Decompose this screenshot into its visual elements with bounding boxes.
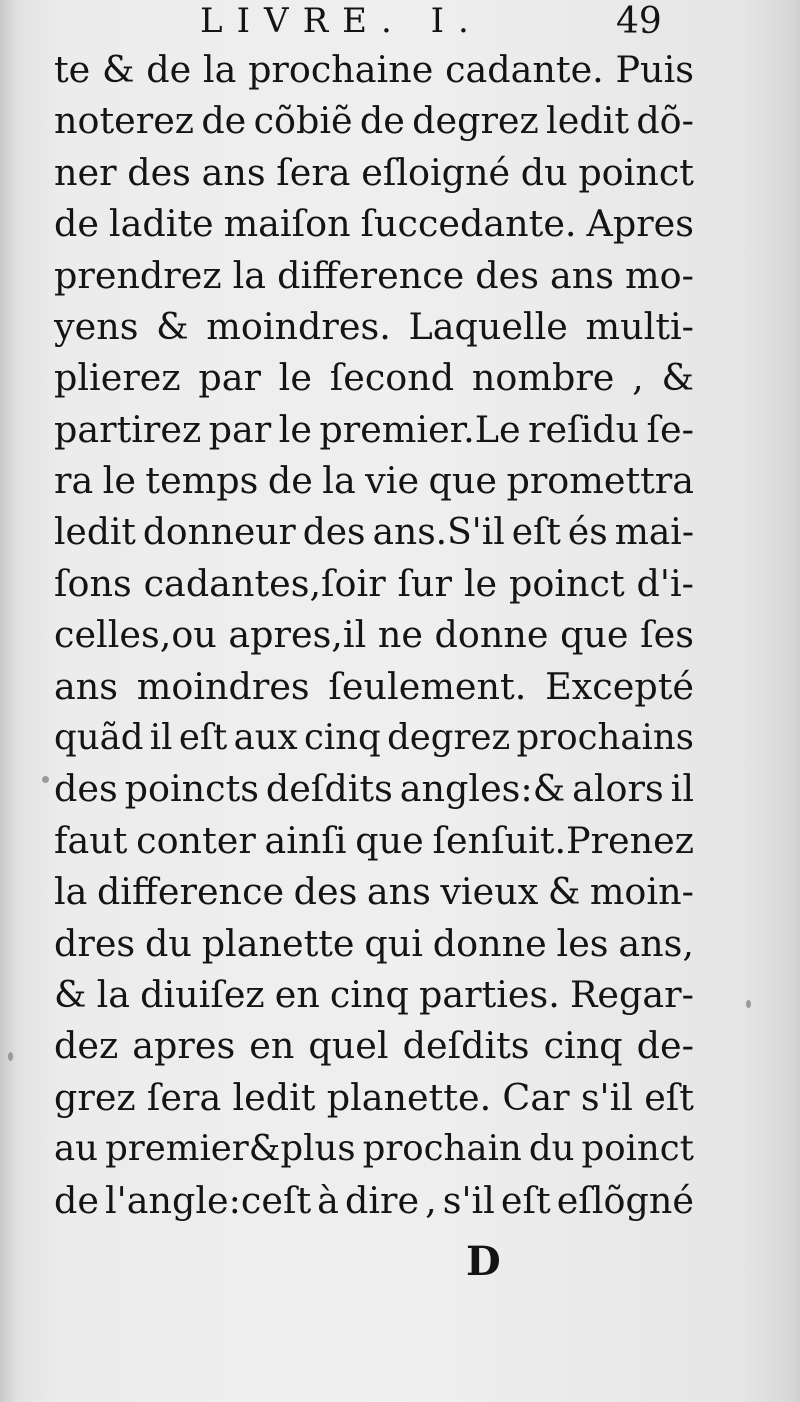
text-word: Regar- [569, 973, 694, 1017]
text-line [54, 661, 694, 712]
text-word: conter [136, 818, 256, 862]
text-word: maiſon [223, 202, 351, 246]
text-word: la [322, 459, 356, 503]
text-word: multi- [585, 304, 694, 348]
text-word: planette [201, 921, 355, 965]
text-word: ſons [54, 561, 132, 605]
text-word: ſeulement. [328, 664, 527, 708]
text-word: en [249, 1024, 295, 1068]
text-word: mai- [614, 511, 694, 553]
text-word: ra [54, 459, 94, 503]
text-word: la [54, 870, 88, 914]
text-word: moindres. [206, 304, 391, 348]
text-word: d'i- [636, 561, 694, 605]
text-word: il [149, 717, 173, 759]
text-word: de [359, 99, 405, 143]
text-word: angles:& [399, 767, 566, 811]
text-line [54, 815, 694, 866]
text-word: de [54, 1178, 99, 1222]
text-word: ledit [232, 1075, 316, 1119]
text-word: ledit [546, 99, 630, 143]
text-word: s'il [442, 1178, 495, 1222]
text-word: prochain [362, 1128, 522, 1170]
text-word: cinq [543, 1024, 623, 1068]
text-line [54, 866, 694, 917]
text-word: des [54, 767, 118, 811]
text-word: ſecond [329, 356, 455, 400]
text-word: plierez [54, 356, 181, 400]
text-word: eſt [178, 717, 228, 759]
text-word: ans.S'il [372, 511, 505, 553]
text-word: eſloigné [361, 150, 511, 194]
text-word: ans, [618, 921, 694, 965]
text-word: ſera [146, 1075, 222, 1119]
body-text [54, 44, 694, 1226]
ink-speck [8, 1052, 13, 1061]
text-line [54, 609, 694, 660]
text-word: donne [434, 613, 549, 657]
text-word: les [556, 921, 609, 965]
text-word: & [547, 870, 581, 914]
text-word: ledit [54, 511, 136, 553]
text-word: en [274, 973, 320, 1017]
page-number: 49 [616, 1, 662, 42]
text-line [54, 918, 694, 969]
text-word: difference [96, 870, 285, 914]
text-word: premier&plus [105, 1128, 356, 1170]
text-word: ſera [276, 150, 351, 194]
text-word: poincts [124, 767, 259, 811]
text-word: & [661, 356, 694, 400]
text-word: des [475, 253, 539, 297]
text-word: ans [550, 253, 615, 297]
text-word: ainſi [264, 818, 347, 862]
text-word: premier.Le [319, 407, 521, 451]
text-line [54, 1123, 694, 1174]
text-word: , [632, 356, 644, 400]
text-word: par [208, 407, 272, 451]
text-line [54, 147, 694, 198]
text-word: prochaine [248, 48, 434, 91]
text-word: du [144, 921, 192, 965]
text-word: degrez [387, 717, 511, 759]
text-word: Excepté [545, 664, 694, 708]
text-word: noterez [54, 99, 195, 143]
text-word: des [127, 150, 191, 194]
text-word: poinct [581, 1128, 694, 1170]
text-word: eſt [500, 1178, 551, 1222]
text-word: le [278, 407, 312, 451]
text-word: prendrez [54, 253, 222, 297]
text-word: ans [366, 870, 431, 914]
text-word: à [317, 1178, 339, 1222]
text-word: ne [377, 613, 423, 657]
text-word: du [528, 1128, 575, 1170]
text-word: de [267, 459, 313, 503]
text-line [54, 404, 694, 455]
text-word: par [198, 356, 261, 400]
text-word: des [302, 511, 366, 553]
text-word: és [567, 511, 608, 553]
text-word: que [355, 818, 424, 862]
text-word: vieux [440, 870, 539, 914]
text-word: te [54, 48, 91, 91]
text-word: & [156, 304, 189, 348]
text-word: eſt [511, 511, 561, 553]
text-word: moindres [136, 664, 310, 708]
text-word: cinq [329, 973, 409, 1017]
text-word: moin- [589, 870, 694, 914]
text-word: de [54, 202, 99, 246]
text-word: ſes [640, 613, 694, 657]
text-word: parties. [419, 973, 560, 1017]
text-line [54, 969, 694, 1020]
text-word: poinct [509, 561, 625, 605]
text-word: ladite [108, 202, 214, 246]
text-word: que [428, 459, 497, 503]
text-word: la [232, 253, 267, 297]
text-line [54, 198, 694, 249]
text-word: des [293, 870, 358, 914]
text-word: cõbiẽ [253, 99, 353, 143]
text-word: ans [54, 664, 118, 708]
text-word: il [670, 767, 694, 811]
text-word: Apres [586, 202, 694, 246]
text-word: grez [54, 1075, 136, 1119]
text-word: donne [432, 921, 547, 965]
text-word: s'il [580, 1075, 633, 1119]
text-word: vie [365, 459, 420, 503]
text-line [54, 44, 694, 95]
text-word: nombre [471, 356, 615, 400]
text-word: promettra [506, 459, 694, 503]
text-line [54, 763, 694, 814]
text-word: quel [308, 1024, 389, 1068]
text-word: Laquelle [408, 304, 568, 348]
text-word: le [102, 459, 136, 503]
text-word: deſdits [402, 1024, 530, 1068]
text-word: deſdits [265, 767, 393, 811]
text-word: qui [364, 921, 423, 965]
text-word: dõ- [636, 99, 694, 143]
text-word: donneur [142, 511, 296, 553]
text-word: de- [636, 1024, 694, 1068]
text-word: ſuccedante. [360, 202, 577, 246]
ink-speck [746, 1000, 751, 1008]
text-word: la [202, 48, 237, 91]
text-word: au [54, 1128, 99, 1170]
text-line [54, 1020, 694, 1071]
text-word: apres [132, 1024, 236, 1068]
text-word: du [520, 150, 568, 194]
text-word: celles,ou [54, 613, 217, 657]
text-word: Car [502, 1075, 570, 1119]
text-word: poinct [578, 150, 694, 194]
signature-mark: D [466, 1238, 501, 1285]
text-word: le [463, 561, 498, 605]
text-word: , [425, 1178, 437, 1222]
text-line [54, 712, 694, 763]
text-word: degrez [412, 99, 539, 143]
text-line [54, 352, 694, 403]
text-word: prochains [516, 717, 694, 759]
text-word: diuiſez [140, 973, 265, 1017]
text-line [54, 250, 694, 301]
text-line [54, 455, 694, 506]
text-word: Puis [615, 48, 694, 91]
text-word: yens [54, 304, 139, 348]
text-word: eſlõgné [556, 1178, 694, 1222]
running-head: LIVRE. I. [200, 1, 483, 41]
text-word: & [102, 48, 135, 91]
text-word: eſt [644, 1075, 694, 1119]
text-word: dez [54, 1024, 119, 1068]
text-line [54, 558, 694, 609]
text-word: difference [277, 253, 465, 297]
text-word: dres [54, 921, 136, 965]
text-word: mo- [625, 253, 694, 297]
text-word: que [560, 613, 629, 657]
text-word: dire [344, 1178, 420, 1222]
text-word: cadantes,ſoir [143, 561, 386, 605]
text-word: partirez [54, 407, 202, 451]
text-word: ſenſuit.Prenez [432, 818, 694, 862]
text-word: quãd [54, 717, 144, 759]
text-line [54, 301, 694, 352]
text-word: le [278, 356, 312, 400]
text-word: & [54, 973, 87, 1017]
text-line [54, 95, 694, 146]
text-word: temps [145, 459, 259, 503]
text-line [54, 1175, 694, 1226]
text-word: apres,il [228, 613, 367, 657]
text-word: ſe- [646, 407, 694, 451]
text-word: ner [54, 150, 117, 194]
text-word: ans [201, 150, 266, 194]
text-word: cinq [303, 717, 381, 759]
text-word: cadante. [445, 48, 604, 91]
text-word: la [96, 973, 131, 1017]
text-word: alors [572, 767, 664, 811]
text-word: de [201, 99, 247, 143]
text-word: planette. [326, 1075, 492, 1119]
text-line [54, 1072, 694, 1123]
text-word: faut [54, 818, 128, 862]
ink-speck [42, 776, 49, 783]
text-word: aux [233, 717, 298, 759]
text-word: l'angle:ceſt [105, 1178, 312, 1222]
text-word: ſur [397, 561, 452, 605]
text-line [54, 507, 694, 558]
text-word: reſidu [528, 407, 640, 451]
text-word: de [146, 48, 192, 91]
